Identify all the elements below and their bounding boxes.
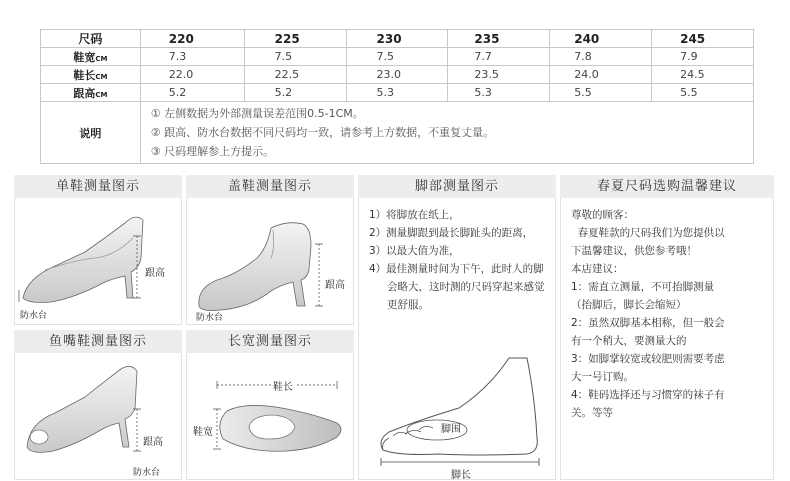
heel-cell: 5.2 bbox=[244, 84, 346, 102]
foot-girth-label: 脚围 bbox=[441, 424, 461, 435]
dimensions-diagram bbox=[186, 353, 354, 480]
width-cell: 7.9 bbox=[652, 48, 754, 66]
heel-height-label: 跟高 bbox=[325, 280, 345, 291]
length-cell: 24.5 bbox=[652, 66, 754, 84]
size-cell: 230 bbox=[346, 30, 448, 48]
bootie-panel bbox=[186, 175, 354, 325]
heel-cell: 5.5 bbox=[550, 84, 652, 102]
step-line: 会略大，这时测的尺码穿起来感觉 bbox=[387, 281, 545, 293]
tip-line: 关。等等 bbox=[571, 407, 613, 419]
heel-height-label: 跟高 bbox=[145, 268, 165, 279]
length-cell: 24.0 bbox=[550, 66, 652, 84]
size-cell: 220 bbox=[140, 30, 244, 48]
length-cell: 23.5 bbox=[448, 66, 550, 84]
peeptoe-shoe-icon bbox=[15, 353, 181, 480]
step-line: 4）最佳测量时间为下午，此时人的脚 bbox=[369, 263, 544, 275]
width-cell: 7.5 bbox=[346, 48, 448, 66]
heel-cell: 5.2 bbox=[140, 84, 244, 102]
note-line: ② 跟高、防水台数据不同尺码均一致，请参考上方数据，不重复丈量。 bbox=[150, 126, 495, 139]
width-cell: 7.7 bbox=[448, 48, 550, 66]
platform-label: 防水台 bbox=[20, 311, 48, 321]
tip-line: 大一号订购。 bbox=[571, 371, 634, 383]
foot-icon bbox=[359, 198, 555, 480]
width-cell: 7.3 bbox=[140, 48, 244, 66]
heel-cell: 5.3 bbox=[448, 84, 550, 102]
tip-line: 春夏鞋款的尺码我们为您提供以 bbox=[571, 227, 725, 239]
bootie-diagram bbox=[186, 198, 354, 325]
heel-cell: 5.5 bbox=[652, 84, 754, 102]
size-cell: 240 bbox=[550, 30, 652, 48]
platform-label: 防水台 bbox=[133, 468, 161, 478]
length-row-label: 鞋长CM bbox=[41, 66, 141, 84]
heel-row-label: 跟高CM bbox=[41, 84, 141, 102]
bootie-shoe-icon bbox=[187, 198, 353, 325]
size-row-label: 尺码 bbox=[41, 30, 141, 48]
tip-line: （抬脚后，脚长会缩短） bbox=[571, 299, 687, 311]
panel-title: 盖鞋测量图示 bbox=[186, 175, 354, 198]
peeptoe-panel bbox=[14, 330, 182, 480]
tip-line: 尊敬的顾客： bbox=[571, 209, 634, 221]
size-row bbox=[41, 30, 754, 48]
peeptoe-diagram bbox=[14, 353, 182, 480]
step-line: 2）测量脚跟到最长脚趾头的距离， bbox=[369, 227, 534, 239]
tips-body bbox=[560, 198, 774, 480]
tip-line: 有一个稍大，要测量大的 bbox=[571, 335, 687, 347]
tip-line: 下温馨建议，供您参考哦！ bbox=[571, 245, 697, 257]
notes-cell bbox=[140, 102, 753, 164]
tip-line: 2：虽然双脚基本相称，但一般会 bbox=[571, 317, 725, 329]
panel-title: 鱼嘴鞋测量图示 bbox=[14, 330, 182, 353]
step-line: 1）将脚放在纸上， bbox=[369, 209, 460, 221]
single-shoe-panel bbox=[14, 175, 182, 325]
panel-title: 单鞋测量图示 bbox=[14, 175, 182, 198]
shoe-top-view-icon bbox=[187, 353, 353, 480]
foot-measure-body bbox=[358, 198, 556, 480]
width-row-label: 鞋宽CM bbox=[41, 48, 141, 66]
shoe-width-label: 鞋宽 bbox=[193, 423, 213, 438]
foot-length-label: 脚长 bbox=[451, 470, 471, 481]
length-row bbox=[41, 66, 754, 84]
tip-line: 本店建议： bbox=[571, 263, 624, 275]
width-cell: 7.5 bbox=[244, 48, 346, 66]
size-cell: 245 bbox=[652, 30, 754, 48]
platform-label: 防水台 bbox=[196, 313, 224, 323]
tips-panel bbox=[560, 175, 774, 480]
dimensions-panel bbox=[186, 330, 354, 480]
tip-line: 1：需直立测量，不可抬脚测量 bbox=[571, 281, 715, 293]
panel-title: 长宽测量图示 bbox=[186, 330, 354, 353]
length-cell: 22.0 bbox=[140, 66, 244, 84]
note-line: ① 左侧数据为外部测量误差范围0.5-1CM。 bbox=[150, 107, 364, 120]
notes-row-label: 说明 bbox=[41, 102, 141, 164]
step-line: 3）以最大值为准， bbox=[369, 245, 460, 257]
length-cell: 22.5 bbox=[244, 66, 346, 84]
panel-title: 春夏尺码选购温馨建议 bbox=[560, 175, 774, 198]
width-cell: 7.8 bbox=[550, 48, 652, 66]
note-line: ③ 尺码理解参上方提示。 bbox=[150, 145, 275, 158]
size-cell: 225 bbox=[244, 30, 346, 48]
step-line: 更舒服。 bbox=[387, 299, 429, 311]
length-cell: 23.0 bbox=[346, 66, 448, 84]
heel-height-label: 跟高 bbox=[143, 437, 163, 448]
single-shoe-diagram bbox=[14, 198, 182, 325]
tip-line: 3：如脚掌较宽或较肥则需要考虑 bbox=[571, 353, 725, 365]
width-row bbox=[41, 48, 754, 66]
pump-shoe-icon bbox=[15, 198, 181, 325]
heel-row bbox=[41, 84, 754, 102]
foot-measure-panel bbox=[358, 175, 556, 480]
panel-title: 脚部测量图示 bbox=[358, 175, 556, 198]
size-table bbox=[40, 29, 754, 164]
heel-cell: 5.3 bbox=[346, 84, 448, 102]
tip-line: 4：鞋码选择还与习惯穿的袜子有 bbox=[571, 389, 725, 401]
tips-text bbox=[571, 206, 771, 422]
shoe-length-label: 鞋长 bbox=[271, 378, 295, 393]
size-cell: 235 bbox=[448, 30, 550, 48]
notes-row bbox=[41, 102, 754, 164]
